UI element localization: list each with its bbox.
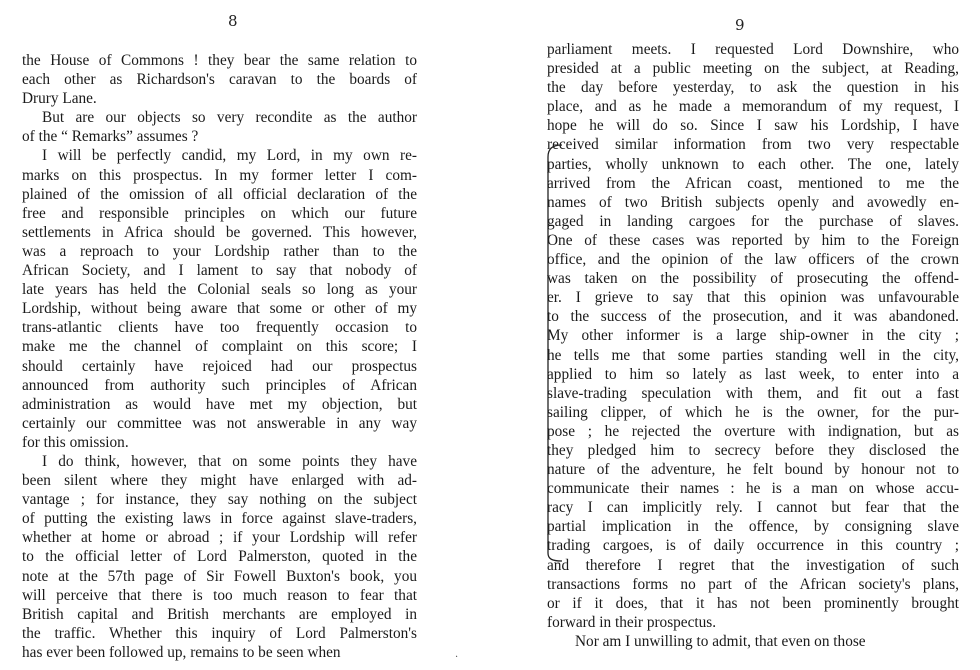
text-line: I do think, however, that on some points they have bbox=[42, 452, 417, 470]
text-line: been silent where they might have enlarged with ad- bbox=[22, 472, 417, 490]
text-line: of putting the existing laws in force against slave-traders, bbox=[22, 510, 417, 528]
text-line: applied to him so lately as last week, to enter into a bbox=[547, 365, 959, 383]
text-line: forward in their prospectus. bbox=[547, 613, 717, 631]
text-line: has ever been followed up, remains to be seen when bbox=[22, 643, 341, 661]
text-line: presided at a public meeting on the subject, at Reading, bbox=[547, 60, 959, 78]
text-line: each other as Richardson's caravan to the boards of bbox=[22, 71, 417, 89]
text-line: Lordship, without being aware that some or other of my bbox=[22, 300, 417, 318]
text-line: was taken on the possibility of prosecuting the offend- bbox=[547, 270, 959, 288]
text-line: to the success of the prosecution, and it was abandoned. bbox=[547, 308, 959, 326]
text-line: announced from authority such principles of African bbox=[22, 376, 417, 394]
text-line: British capital and British merchants are employed in bbox=[22, 605, 417, 623]
text-line: place, and as he made a memorandum of my request, I bbox=[547, 98, 959, 116]
text-line: gaged in landing cargoes for the purchase of slaves. bbox=[547, 212, 959, 230]
text-line: office, and the opinion of the law officers of the crown bbox=[547, 251, 959, 269]
text-line: names of two British subjects openly and avowedly en- bbox=[547, 193, 959, 211]
text-line: the day before yesterday, to ask the question in his bbox=[547, 79, 959, 97]
text-line: sailing clipper, of which he is the owner, for the pur- bbox=[547, 403, 959, 421]
text-line: hope he will do so. Since I saw his Lordship, I have bbox=[547, 117, 959, 135]
text-line: parties, wholly unknown to each other. The one, lately bbox=[547, 155, 959, 173]
text-line: I will be perfectly candid, my Lord, in my own re- bbox=[42, 147, 417, 165]
text-line: trading cargoes, is of daily occurrence in this country ; bbox=[547, 537, 959, 555]
text-line: plained of the omission of all official declaration of the bbox=[22, 185, 417, 203]
text-line: late years has held the Colonial seals so long as your bbox=[22, 281, 417, 299]
text-line: to the official letter of Lord Palmerston, quoted in the bbox=[22, 548, 417, 566]
text-line: of the “ Remarks” assumes ? bbox=[22, 128, 199, 146]
text-line: communicate their names : he is a man on whose accu- bbox=[547, 480, 959, 498]
text-line: the traffic. Whether this inquiry of Lord Palmerston's bbox=[22, 624, 417, 642]
text-line: slave-trading speculation with them, and fit out a fast bbox=[547, 384, 959, 402]
text-line: administration as would have met my objection, but bbox=[22, 395, 417, 413]
text-line: will perceive that there is too much reason to fear that bbox=[22, 586, 417, 604]
text-line: er. I grieve to say that this opinion was unfavourable bbox=[547, 289, 959, 307]
right-page-text bbox=[547, 40, 959, 651]
text-line: nature of the adventure, he felt bound by honour not to bbox=[547, 461, 959, 479]
left-page-text bbox=[22, 51, 417, 662]
text-line: received similar information from two very respectable bbox=[547, 136, 959, 154]
text-line: But are our objects so very recondite as the author bbox=[42, 109, 417, 127]
text-line: My other informer is a large ship-owner in the city ; bbox=[547, 327, 959, 345]
text-line: arrived from the African coast, mentioned to me the bbox=[547, 174, 959, 192]
text-line: Nor am I unwilling to admit, that even on those bbox=[575, 632, 866, 650]
left-page bbox=[0, 0, 465, 670]
text-line: was a reproach to your Lordship rather than to the bbox=[22, 242, 417, 260]
text-line: parliament meets. I requested Lord Downshire, who bbox=[547, 41, 959, 58]
gutter-mark: · bbox=[455, 652, 459, 663]
text-line: African Society, and I lament to say that nobody of bbox=[22, 262, 417, 280]
text-line: should certainly have rejoiced had our prospectus bbox=[22, 357, 417, 375]
text-line: certainly our committee was not answerable in any way bbox=[22, 414, 417, 432]
text-line: marks on this prospectus. In my former letter I com- bbox=[22, 166, 417, 184]
text-line: note at the 57th page of Sir Fowell Buxton's book, you bbox=[22, 567, 417, 585]
text-line: he tells me that some parties standing well in the city, bbox=[547, 346, 959, 364]
text-line: and therefore I regret that the investigation of such bbox=[547, 556, 959, 574]
text-line: partial implication in the offence, by consigning slave bbox=[547, 518, 959, 536]
margin-bracket-mark bbox=[544, 143, 564, 563]
text-line: settlements in Africa should be governed. This however, bbox=[22, 223, 417, 241]
text-line: or if it does, that it has not been prominently brought bbox=[547, 594, 959, 612]
text-line: Drury Lane. bbox=[22, 90, 97, 108]
text-line: pose ; he rejected the overture with indignation, but as bbox=[547, 422, 959, 440]
text-line: vantage ; for instance, they say nothing on the subject bbox=[22, 491, 417, 509]
text-line: racy I can implicitly rely. I cannot but fear that the bbox=[547, 499, 959, 517]
text-line: transactions forms no part of the African society's plans, bbox=[547, 575, 959, 593]
text-line: for this omission. bbox=[22, 433, 129, 451]
text-line: the House of Commons ! they bear the same relation to bbox=[22, 52, 417, 69]
text-line: make me the channel of complaint on this score; I bbox=[22, 338, 417, 356]
right-page-number: 9 bbox=[735, 16, 745, 34]
text-line: whether at home or abroad ; if your Lordship will refer bbox=[22, 529, 417, 547]
text-line: they pledged him to secrecy before they disclosed the bbox=[547, 441, 959, 459]
text-line: One of these cases was reported by him to the Foreign bbox=[547, 231, 959, 249]
text-line: free and responsible principles on which our future bbox=[22, 204, 417, 222]
left-page-number: 8 bbox=[228, 12, 238, 30]
text-line: trans-atlantic clients have too frequently occasion to bbox=[22, 319, 417, 337]
